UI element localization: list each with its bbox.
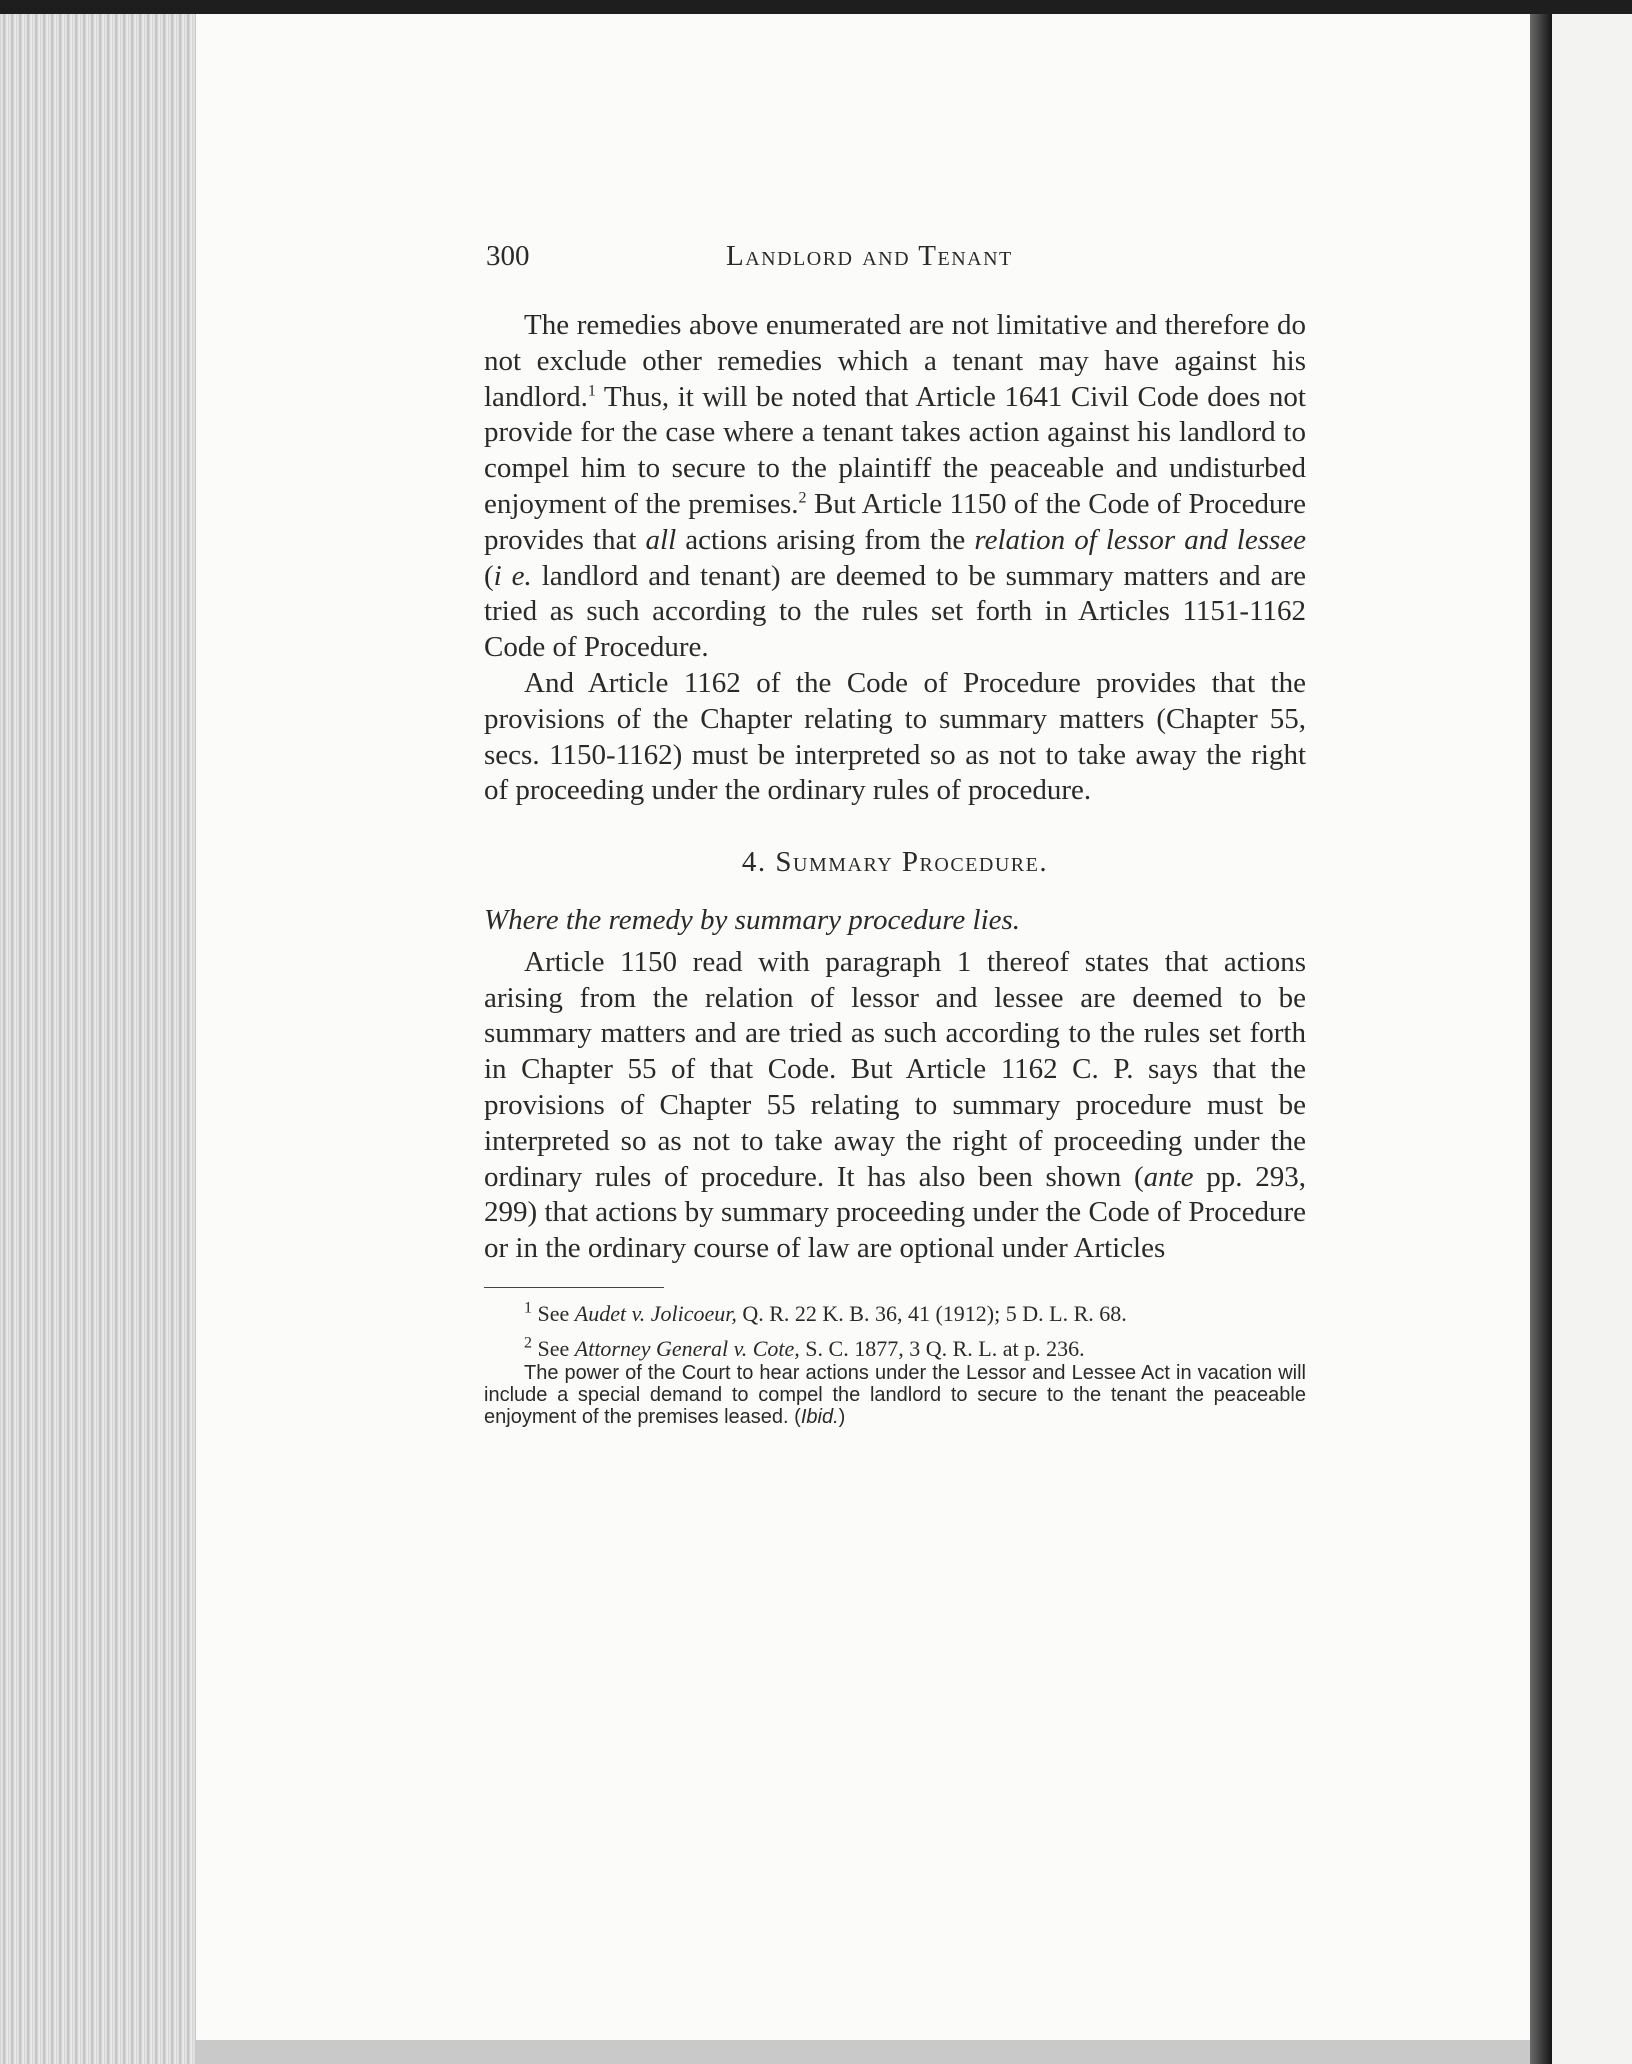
page-bottom-shadow <box>196 2040 1536 2064</box>
italic-run: all <box>645 523 677 556</box>
text-run: ) <box>838 1405 846 1428</box>
italic-run: relation of lessor and lessee <box>974 523 1307 556</box>
footnote-2 <box>484 1335 1306 1362</box>
italic-run: Ibid. <box>800 1405 839 1428</box>
text-run: pp. 293, 299) that actions by summary proceeding under the Code of Procedure or in the ordinary course of law are optional under Articles <box>484 1160 1306 1265</box>
italic-run: Audet v. Jolicoeur, <box>574 1300 737 1326</box>
book-gutter <box>1530 14 1552 2064</box>
section-heading: 4. Summary Procedure. <box>741 846 1049 879</box>
text-run: ( <box>484 559 494 592</box>
text-run: Thus, it will be noted that Article 1641 Civil Code does not provide for the case where a tenant takes action against his landlord to compel him to secure to the plaintiff the peaceable and undisturbed enjoyment of the premises. <box>484 380 1306 520</box>
footnote-2-continuation <box>484 1362 1306 1428</box>
italic-run: ante <box>1143 1160 1194 1193</box>
footnote-rule <box>484 1287 664 1288</box>
running-head: Landlord and Tenant <box>726 240 1013 272</box>
footnote-ref-1: 1 <box>587 381 596 399</box>
scan-top-border <box>0 0 1632 14</box>
text-run: But Article 1150 of the Code of Procedure provides that <box>484 487 1306 556</box>
text-run: S. C. 1877, 3 Q. R. L. at p. 236. <box>799 1335 1085 1361</box>
paragraph-article-1162: And Article 1162 of the Code of Procedure provides that the provisions of the Chapter relating to summary matters (Chapter 55, secs. 1150-1162) must be interpreted so as not to take away the right of proceeding under the ordinary rules of procedure. <box>484 666 1306 807</box>
footnote-number: 1 <box>524 1299 532 1317</box>
subheading: Where the remedy by summary procedure lies. <box>484 903 1021 936</box>
page-body <box>484 308 1306 1428</box>
text-run: See <box>532 1300 575 1326</box>
text-run: landlord and tenant) are deemed to be summary matters and are tried as such according to the rules set forth in Articles 1151-1162 Code of Procedure. <box>484 559 1306 664</box>
text-run: Article 1150 read with paragraph 1 thereof states that actions arising from the relation of lessor and lessee are deemed to be summary matters and are tried as such according to the rules set forth in Chapter 55 of that Code. But Article 1162 C. P. says that the provisions of Chapter 55 relating to summary procedure must be interpreted so as not to take away the right of proceeding under the ordinary rules of procedure. It has also been shown ( <box>484 945 1306 1193</box>
footnote-1 <box>484 1300 1306 1327</box>
page-number: 300 <box>486 240 530 272</box>
paragraph-article-1150 <box>484 945 1306 1267</box>
facing-page-edge <box>1552 14 1632 2064</box>
footnote-ref-2: 2 <box>798 489 807 507</box>
italic-run: Attorney General v. Cote, <box>574 1335 800 1361</box>
footnote-number: 2 <box>524 1334 532 1352</box>
book-page-edges <box>0 14 200 2064</box>
italic-run: i e. <box>493 559 532 592</box>
text-run: The remedies above enumerated are not limitative and therefore do not exclude other remedies which a tenant may have against his landlord. <box>484 309 1306 413</box>
text-run: The power of the Court to hear actions under the Lessor and Lessee Act in vacation will include a special demand to compel the landlord to secure to the tenant the peaceable enjoyment of the premises leased. ( <box>484 1361 1306 1428</box>
page-header <box>486 240 1306 280</box>
text-run: actions arising from the <box>676 523 975 556</box>
text-run: See <box>532 1335 575 1361</box>
text-run: Q. R. 22 K. B. 36, 41 (1912); 5 D. L. R. 68. <box>736 1300 1127 1326</box>
paragraph-remedies <box>484 308 1306 666</box>
